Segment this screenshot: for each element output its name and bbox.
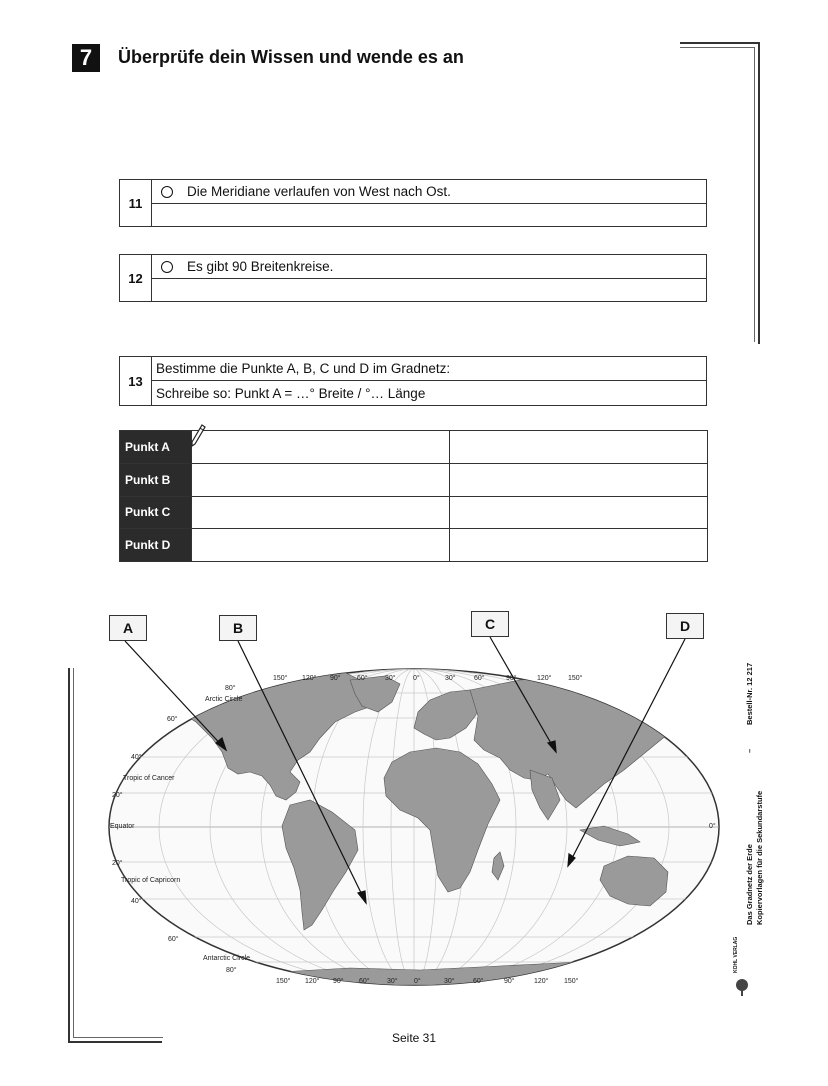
lat-40-bot: 40° bbox=[131, 898, 142, 905]
marker-box-d: D bbox=[666, 613, 704, 639]
tree-logo-icon bbox=[732, 978, 752, 998]
instruction-line-1: Bestimme die Punkte A, B, C und D im Gradnetz: bbox=[151, 357, 706, 381]
lat-80-top: 80° bbox=[225, 685, 236, 692]
lon-top-1: 120° bbox=[302, 675, 317, 682]
lon-bot-4: 30° bbox=[387, 978, 398, 985]
lon-bot-0: 150° bbox=[276, 978, 291, 985]
new-zealand bbox=[686, 906, 696, 928]
sidebar-dash: – bbox=[745, 748, 754, 753]
lon-top-3: 60° bbox=[357, 675, 368, 682]
row-label: Punkt B bbox=[120, 463, 192, 496]
lon-bot-9: 120° bbox=[534, 978, 549, 985]
equator-label: Equator bbox=[110, 823, 135, 830]
lon-bot-7: 60° bbox=[473, 978, 484, 985]
question-number: 13 bbox=[120, 357, 152, 405]
lon-bot-8: 90° bbox=[504, 978, 515, 985]
page-title: Überprüfe dein Wissen und wende es an bbox=[118, 47, 464, 67]
lon-bot-10: 150° bbox=[564, 978, 579, 985]
lat-60-top: 60° bbox=[167, 716, 178, 723]
arctic-circle-label: Arctic Circle bbox=[205, 696, 243, 703]
row-label: Punkt A bbox=[120, 431, 192, 464]
lon-top-9: 120° bbox=[537, 675, 552, 682]
lon-top-2: 90° bbox=[330, 675, 341, 682]
lat-80-bot: 80° bbox=[226, 967, 237, 974]
lat-40-top: 40° bbox=[131, 754, 142, 761]
page-number: Seite 31 bbox=[391, 1031, 437, 1045]
sidebar-title-line1: Das Gradnetz der Erde bbox=[745, 844, 754, 925]
publisher-name: KOHL VERLAG bbox=[733, 936, 739, 973]
marker-box-b: B bbox=[219, 615, 257, 641]
lat-20-bot: 20° bbox=[112, 860, 123, 867]
lon-bot-1: 120° bbox=[305, 978, 320, 985]
question-number: 11 bbox=[120, 180, 152, 226]
tropic-of-cancer-label: Tropic of Cancer bbox=[123, 775, 175, 782]
antarctic-circle-label: Antarctic Circle bbox=[203, 955, 251, 962]
lon-top-6: 30° bbox=[445, 675, 456, 682]
marker-box-c: C bbox=[471, 611, 509, 637]
question-statement: Die Meridiane verlaufen von West nach Ost. bbox=[187, 184, 451, 199]
lat-20-top: 20° bbox=[112, 792, 123, 799]
lon-top-0: 150° bbox=[273, 675, 288, 682]
question-number: 12 bbox=[120, 255, 152, 301]
lon-bot-6: 30° bbox=[444, 978, 455, 985]
marker-box-a: A bbox=[109, 615, 147, 641]
question-statement: Es gibt 90 Breitenkreise. bbox=[187, 259, 334, 274]
lon-top-7: 60° bbox=[474, 675, 485, 682]
lon-bot-2: 90° bbox=[333, 978, 344, 985]
order-number: Bestell-Nr. 12 217 bbox=[745, 662, 754, 725]
lon-top-10: 150° bbox=[568, 675, 583, 682]
row-label: Punkt C bbox=[120, 496, 192, 529]
lon-top-8: 90° bbox=[506, 675, 517, 682]
lon-bot-5: 0° bbox=[414, 978, 421, 985]
exercise-number: 7 bbox=[72, 44, 100, 72]
lat-0-label: 0° bbox=[709, 823, 716, 830]
sidebar-title-line2: Kopiervorlagen für die Sekundarstufe bbox=[755, 790, 764, 925]
row-label: Punkt D bbox=[120, 529, 192, 562]
lon-top-4: 30° bbox=[385, 675, 396, 682]
lat-60-bot: 60° bbox=[168, 936, 179, 943]
lon-top-5: 0° bbox=[413, 675, 420, 682]
instruction-line-2: Schreibe so: Punkt A = …° Breite / °… Länge bbox=[156, 385, 426, 401]
lon-bot-3: 60° bbox=[359, 978, 370, 985]
tropic-of-capricorn-label: Tropic of Capricorn bbox=[121, 877, 181, 884]
